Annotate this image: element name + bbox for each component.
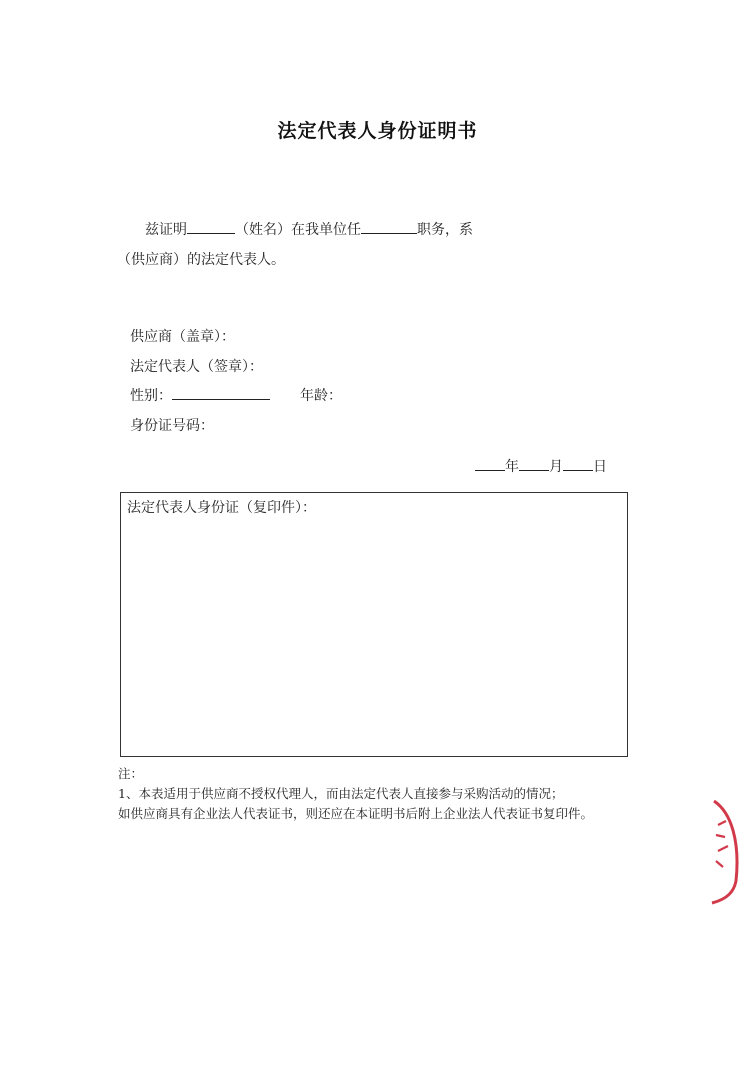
name-hint: （姓名）在我单位任 (235, 222, 361, 238)
supplier-stamp-label: 供应商（盖章）： (130, 329, 235, 345)
intro-line-1 (145, 219, 473, 239)
month-blank[interactable] (519, 458, 549, 471)
notes-line-2: 如供应商具有企业法人代表证书，则还应在本证明书后附上企业法人代表证书复印件。 (118, 806, 594, 821)
day-blank[interactable] (563, 458, 593, 471)
month-label: 月 (549, 459, 563, 475)
gender-blank[interactable] (172, 387, 270, 400)
age-label: 年龄： (300, 388, 342, 404)
rep-sign-label: 法定代表人（签章）： (130, 359, 263, 375)
gender-label: 性别： (130, 388, 172, 404)
id-number-label: 身份证号码： (130, 418, 214, 434)
notes-heading: 注： (118, 766, 144, 781)
date-row (475, 456, 607, 476)
intro-prefix: 兹证明 (145, 222, 187, 238)
day-label: 日 (593, 459, 607, 475)
year-blank[interactable] (475, 458, 505, 471)
gender-row (130, 385, 270, 405)
id-copy-label: 法定代表人身份证（复印件）： (127, 500, 316, 516)
id-copy-box[interactable] (120, 492, 628, 757)
intro-line-2: （供应商）的法定代表人。 (117, 252, 285, 268)
position-blank[interactable] (361, 221, 417, 234)
notes (118, 764, 593, 824)
intro-suffix: 职务，系 (417, 222, 473, 238)
notes-line-1: 1、本表适用于供应商不授权代理人，而由法定代表人直接参与采购活动的情况； (118, 786, 564, 801)
page-title: 法定代表人身份证明书 (277, 120, 478, 142)
name-blank[interactable] (187, 221, 235, 234)
year-label: 年 (505, 459, 519, 475)
red-seal-stamp-fragment (700, 795, 755, 905)
